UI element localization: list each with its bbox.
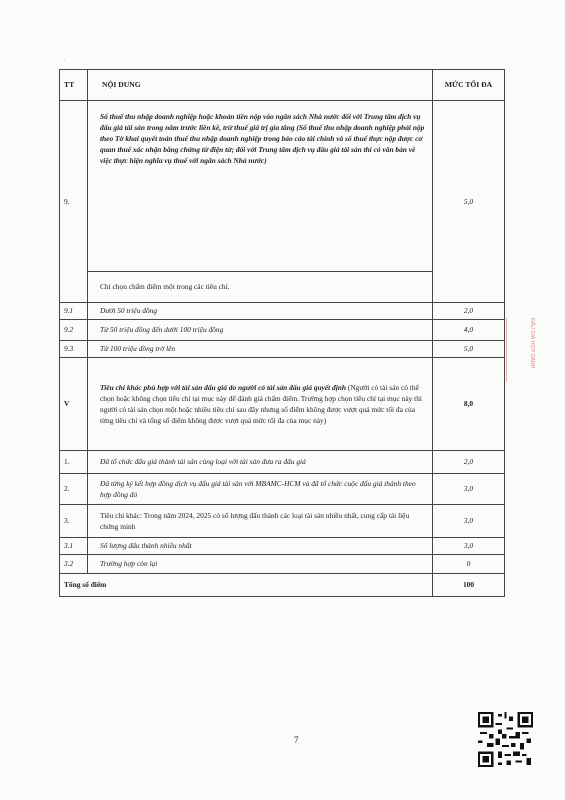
- row-max: 8,0: [433, 358, 505, 451]
- table-header-row: [60, 70, 505, 101]
- row-content: [88, 358, 433, 451]
- row-tt: 3.: [60, 505, 88, 538]
- total-row: [60, 574, 505, 597]
- row-content-rest: (Người có tài sản có thể chọn hoặc không chọn tiêu chí tại mục này để đánh giá chấm điểm. Trường hợp chọn tiêu chí tại mục này thì người có tài sản chọn một hoặc nhiều tiêu chí sau đây nhưng số điểm không được vượt quá mức tối đa của từng tiêu chí và tổng số điểm không được vượt quá mức tối đa của mục này): [100, 382, 422, 426]
- row-max: 2,0: [433, 451, 505, 474]
- row-max: 5,0: [433, 101, 505, 303]
- table-row: [60, 303, 505, 320]
- row-content: Số thuế thu nhập doanh nghiệp hoặc khoản tiền nộp vào ngân sách Nhà nước đối với Trung tâm dịch vụ đấu giá tài sản trong năm trước liền kề, trừ thuế giá trị gia tăng (Số thuế thu nhập doanh nghiệp phải nộp theo Tờ khai quyết toán thuế thu nhập doanh nghiệp trong báo cáo tài chính và số thuế thực nộp được cơ quan thuế xác nhận bằng chứng từ điện tử; đối với Trung tâm dịch vụ đấu giá tài sản thì có văn bản về việc thực hiện nghĩa vụ thuế với ngân sách Nhà nước): [88, 101, 433, 272]
- row-note: Chỉ chọn chấm điểm một trong các tiêu chí.: [88, 272, 433, 303]
- table-row: [60, 451, 505, 474]
- row-tt: V: [60, 358, 88, 451]
- row-content: Dưới 50 triệu đồng: [88, 303, 433, 320]
- row-max: 3,0: [433, 538, 505, 555]
- row-tt: 9.1: [60, 303, 88, 320]
- row-max: 0: [433, 555, 505, 574]
- row-content-bold: Tiêu chí khác phù hợp với tài sản đấu giá do người có tài sản đấu giá quyết định: [100, 382, 347, 392]
- row-content: Đã tổ chức đấu giá thành tài sản cùng loại với tài sản đưa ra đấu giá: [88, 451, 433, 474]
- total-max: 100: [433, 574, 505, 597]
- row-content: Trường hợp còn lại: [88, 555, 433, 574]
- table-row: [60, 505, 505, 538]
- stamp-text: ĐẤU GIÁ HỢP DANH: [529, 318, 535, 369]
- table-row: [60, 341, 505, 358]
- table-row: [60, 358, 505, 451]
- row-tt: 9.: [60, 101, 88, 303]
- header-content: NỘI DUNG: [88, 70, 433, 101]
- table-row: [60, 101, 505, 272]
- total-label: Tổng số điểm: [60, 574, 433, 597]
- red-stamp: [506, 318, 535, 382]
- row-tt: 2.: [60, 474, 88, 505]
- row-content: Từ 50 triệu đồng đến dưới 100 triệu đồng: [88, 320, 433, 341]
- table-row: [60, 474, 505, 505]
- row-content: Đã từng ký kết hợp đồng dịch vụ đấu giá tài sản với MBAMC-HCM và đã tổ chức cuộc đấu giá thành theo hợp đồng đó: [88, 474, 433, 505]
- table-row: [60, 320, 505, 341]
- qr-code-icon: [478, 712, 533, 767]
- table-row: [60, 555, 505, 574]
- header-max: MỨC TỐI ĐA: [433, 70, 505, 101]
- row-content: Số lượng đấu thành nhiều nhất: [88, 538, 433, 555]
- row-max: 3,0: [433, 505, 505, 538]
- row-max: 3,0: [433, 474, 505, 505]
- row-max: 2,0: [433, 303, 505, 320]
- row-tt: 3.2: [60, 555, 88, 574]
- row-tt: 1.: [60, 451, 88, 474]
- row-content: Tiêu chí khác: Trong năm 2024, 2025 có số lượng đấu thành các loại tài sản nhiều nhất, cung cấp tài liệu chứng minh: [88, 505, 433, 538]
- page-number: 7: [294, 735, 299, 745]
- table-row: [60, 538, 505, 555]
- row-tt: 9.3: [60, 341, 88, 358]
- scan-mark: ·: [63, 57, 66, 65]
- row-tt: 9.2: [60, 320, 88, 341]
- row-tt: 3.1: [60, 538, 88, 555]
- row-content: Từ 100 triệu đồng trở lên: [88, 341, 433, 358]
- row-max: 4,0: [433, 320, 505, 341]
- row-max: 5,0: [433, 341, 505, 358]
- scoring-table: [59, 69, 505, 597]
- header-tt: TT: [60, 70, 88, 101]
